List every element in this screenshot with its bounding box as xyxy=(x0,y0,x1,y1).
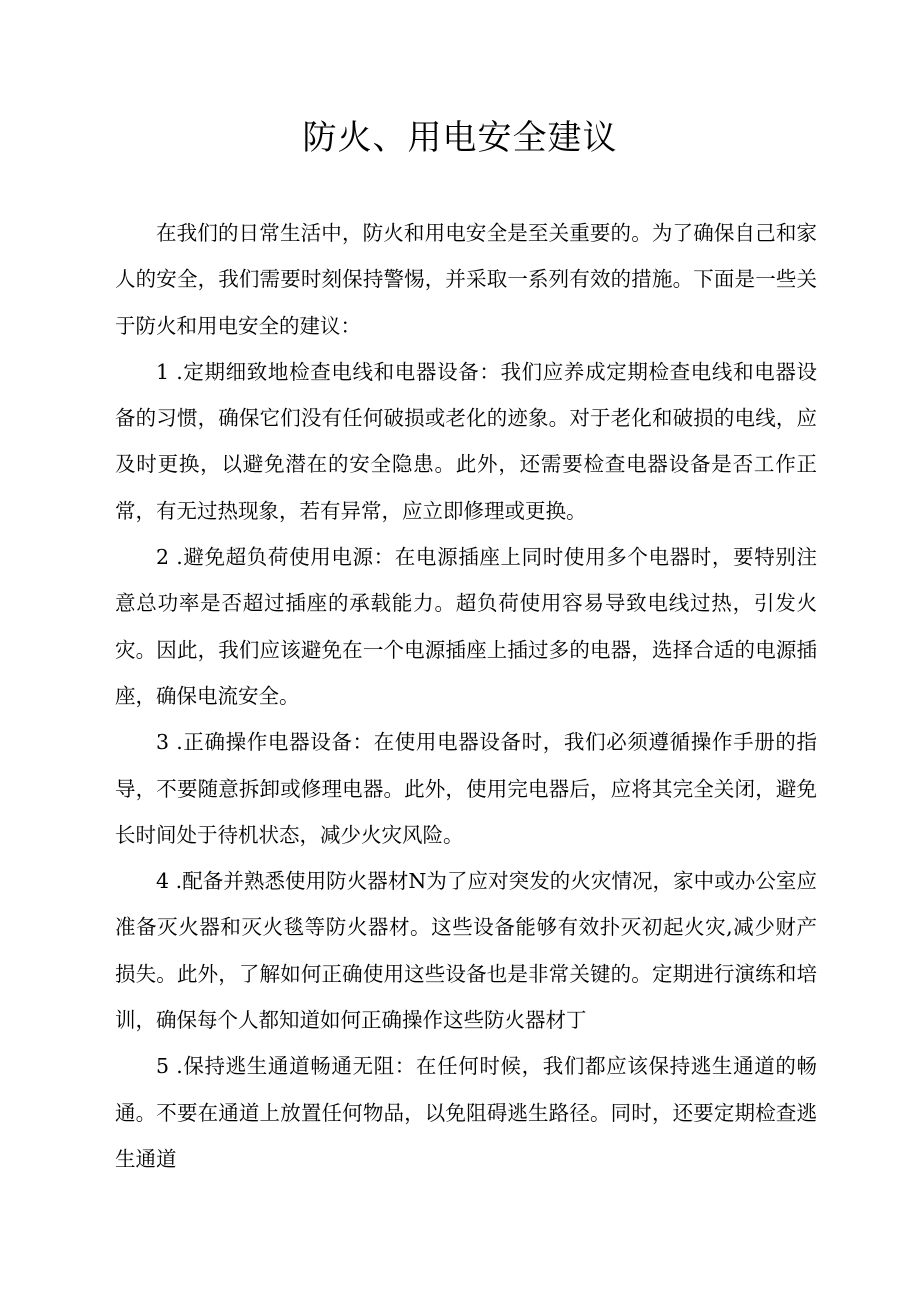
paragraph-item-3: 3 .正确操作电器设备：在使用电器设备时，我们必须遵循操作手册的指导，不要随意拆卸或修理电器。此外，使用完电器后，应将其完全关闭，避免长时间处于待机状态，减少火灾风险。 xyxy=(115,730,817,847)
paragraph-item-2: 2 .避免超负荷使用电源：在电源插座上同时使用多个电器时，要特别注意总功率是否超过插座的承载能力。超负荷使用容易导致电线过热，引发火灾。因此，我们应该避免在一个电源插座上插过多的电器，选择合适的电源插座，确保电流安全。 xyxy=(115,545,817,708)
paragraph-item-4: 4 .配备并熟悉使用防火器材N为了应对突发的火灾情况，家中或办公室应准备灭火器和灭火毯等防火器材。这些设备能够有效扑灭初起火灾,减少财产损失。此外，了解如何正确使用这些设备也是非常关键的。定期进行演练和培训，确保每个人都知道如何正确操作这些防火器材丁 xyxy=(115,869,817,1033)
paragraph-item-5: 5 .保持逃生通道畅通无阻：在任何时候，我们都应该保持逃生通道的畅通。不要在通道上放置任何物品，以免阻碍逃生路径。同时，还要定期检查逃生通道 xyxy=(115,1054,817,1171)
intro-paragraph: 在我们的日常生活中，防火和用电安全是至关重要的。为了确保自己和家人的安全，我们需要时刻保持警惕，并采取一系列有效的措施。下面是一些关于防火和用电安全的建议： xyxy=(115,221,817,338)
document-title: 防火、用电安全建议 xyxy=(302,118,618,158)
paragraph-item-1: 1 .定期细致地检查电线和电器设备：我们应养成定期检查电线和电器设备的习惯，确保它们没有任何破损或老化的迹象。对于老化和破损的电线，应及时更换，以避免潜在的安全隐患。此外，还需要检查电器设备是否工作正常，有无过热现象，若有异常，应立即修理或更换。 xyxy=(115,359,817,523)
document-body xyxy=(115,210,817,1182)
